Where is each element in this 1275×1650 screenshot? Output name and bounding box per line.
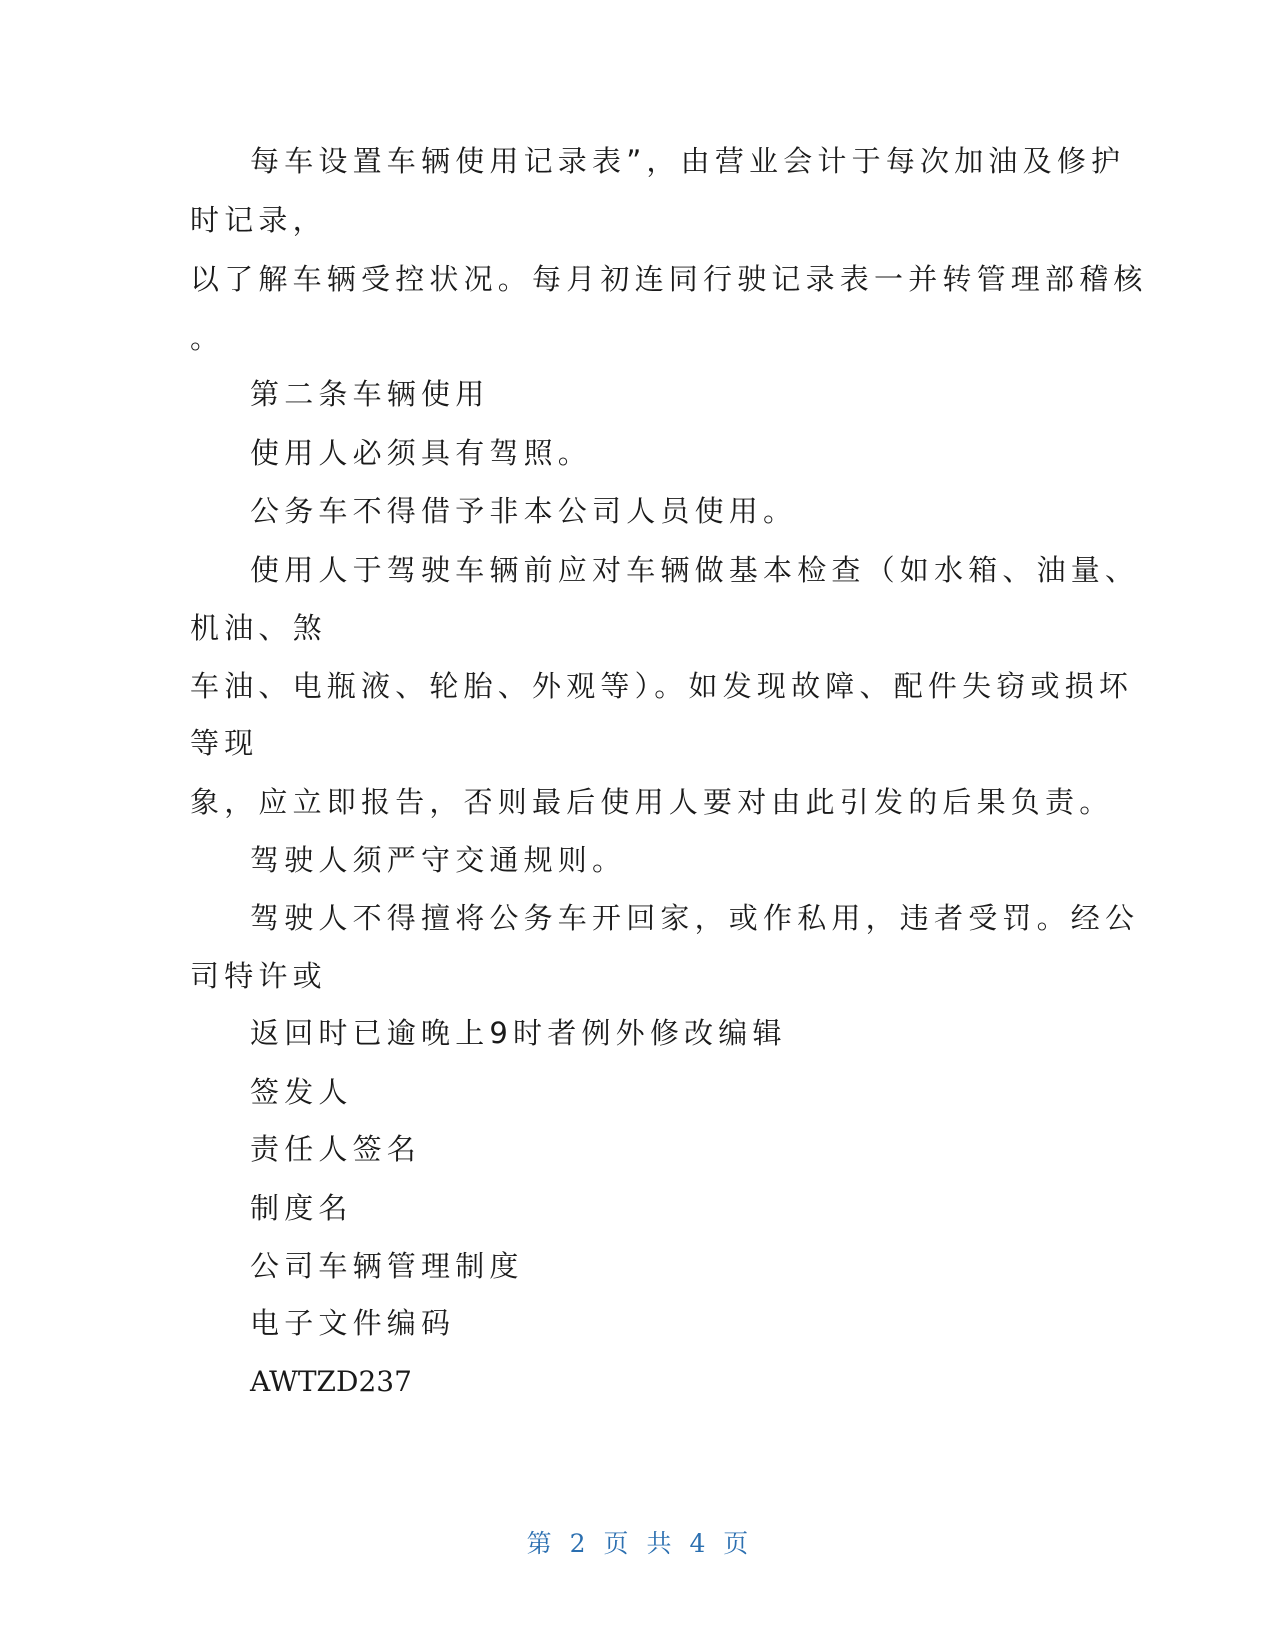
body-line: 时记录， xyxy=(190,203,327,237)
policy-name-label: 制度名 xyxy=(250,1191,353,1225)
body-line: 司特许或 xyxy=(190,959,327,993)
section-heading: 第二条车辆使用 xyxy=(250,377,490,411)
body-line: 驾驶人须严守交通规则。 xyxy=(250,843,627,877)
file-code-label: 电子文件编码 xyxy=(250,1306,456,1340)
file-code-value: AWTZD237 xyxy=(250,1365,412,1398)
body-line: 象，应立即报告，否则最后使用人要对由此引发的后果负责。 xyxy=(190,785,1114,819)
body-line: 机油、煞 xyxy=(190,611,327,645)
body-line: 车油、电瓶液、轮胎、外观等）。如发现故障、配件失窃或损坏 xyxy=(190,669,1134,703)
footer-total-word: 共 xyxy=(646,1529,672,1558)
body-line: 使用人必须具有驾照。 xyxy=(250,436,593,470)
policy-name-value: 公司车辆管理制度 xyxy=(250,1249,524,1283)
footer-page-word: 第 xyxy=(526,1529,552,1558)
body-line: 使用人于驾驶车辆前应对车辆做基本检查（如水箱、油量、 xyxy=(250,553,1140,587)
body-line: 返回时已逾晚上9时者例外修改编辑 xyxy=(250,1016,787,1050)
footer-total-pages: 4 xyxy=(689,1529,706,1558)
body-line: 公务车不得借予非本公司人员使用。 xyxy=(250,494,798,528)
footer-page-unit: 页 xyxy=(603,1529,629,1558)
body-line: 。 xyxy=(190,321,225,355)
body-line: 等现 xyxy=(190,726,259,760)
body-line: 驾驶人不得擅将公务车开回家，或作私用，违者受罚。经公 xyxy=(250,901,1140,935)
body-line: 每车设置车辆使用记录表”，由营业会计于每次加油及修护 xyxy=(250,144,1126,178)
page-footer xyxy=(0,1527,1275,1561)
issuer-label: 签发人 xyxy=(250,1075,353,1109)
responsible-signature-label: 责任人签名 xyxy=(250,1132,422,1166)
footer-page-number: 2 xyxy=(569,1529,586,1558)
body-line: 以了解车辆受控状况。每月初连同行驶记录表一并转管理部稽核 xyxy=(190,262,1148,296)
footer-total-unit: 页 xyxy=(723,1529,749,1558)
